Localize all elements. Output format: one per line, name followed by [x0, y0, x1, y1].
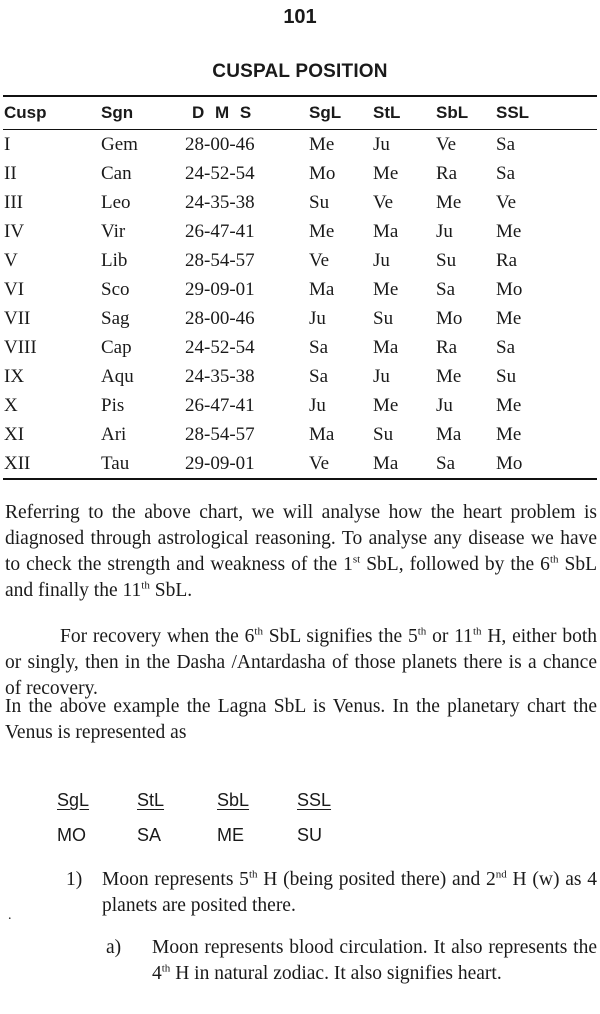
cell-sgl: Ma — [309, 423, 335, 445]
venus-value-sgl: MO — [57, 825, 86, 845]
cell-cusp: VIII — [4, 336, 37, 358]
cell-sgl: Me — [309, 133, 335, 155]
cell-ssl: Ve — [496, 191, 517, 213]
cell-cusp: VII — [4, 307, 31, 329]
cell-sign: Gem — [101, 133, 138, 155]
cell-sbl: Ra — [436, 336, 458, 358]
cell-dms: 28-54-57 — [185, 423, 255, 445]
venus-header-row — [57, 790, 377, 811]
table-row — [3, 449, 597, 478]
cell-sbl: Ju — [436, 394, 453, 416]
cell-sign: Sag — [101, 307, 130, 329]
cell-sgl: Mo — [309, 162, 336, 184]
cell-sign: Lib — [101, 249, 128, 271]
cell-stl: Ma — [373, 336, 399, 358]
cell-cusp: IX — [4, 365, 25, 387]
paragraph-analysis: Referring to the above chart, we will analyse how the heart problem is diagnosed through astrological reasoning. To analyse any disease we have to check the strength and weakness of the 1st SbL, followed by the 6th SbL and finally the 11th SbL. — [5, 502, 597, 601]
cell-sign: Ari — [101, 423, 127, 445]
cell-sbl: Su — [436, 249, 457, 271]
list-text: Moon represents blood circulation. It also represents the 4th H in natural zodiac. It also signifies heart. — [152, 937, 597, 984]
paragraph-recovery: For recovery when the 6th SbL signifies the 5th or 11th H, either both or singly, then in the Dasha /Antardasha of those planets there is a chance of recovery. — [5, 625, 597, 699]
cell-dms: 28-00-46 — [185, 133, 255, 155]
paragraph-example: In the above example the Lagna SbL is Venus. In the planetary chart the Venus is represented as — [5, 696, 597, 743]
cell-sign: Tau — [101, 452, 130, 474]
cell-sign: Sco — [101, 278, 130, 300]
cell-sgl: Ju — [309, 394, 326, 416]
cell-sign: Pis — [101, 394, 125, 416]
venus-header-sgl: SgL — [57, 790, 90, 810]
cell-cusp: X — [4, 394, 18, 416]
cell-cusp: III — [4, 191, 23, 213]
cell-ssl: Me — [496, 394, 522, 416]
cell-sbl: Ve — [436, 133, 457, 155]
header-sign: Sgn — [101, 103, 134, 122]
cell-sbl: Ju — [436, 220, 453, 242]
cell-dms: 24-52-54 — [185, 336, 255, 358]
cell-sbl: Me — [436, 365, 462, 387]
cell-ssl: Sa — [496, 133, 515, 155]
cell-ssl: Me — [496, 220, 522, 242]
cell-sbl: Ma — [436, 423, 462, 445]
table-header-row — [3, 97, 597, 129]
cell-sgl: Ve — [309, 452, 330, 474]
venus-value-ssl: SU — [297, 825, 323, 845]
cell-stl: Ju — [373, 249, 390, 271]
venus-representation-table — [57, 790, 377, 846]
cell-dms: 29-09-01 — [185, 452, 255, 474]
table-row — [3, 391, 597, 420]
cell-ssl: Su — [496, 365, 517, 387]
cell-cusp: IV — [4, 220, 25, 242]
cell-sgl: Ve — [309, 249, 330, 271]
cell-stl: Me — [373, 394, 399, 416]
table-row — [3, 275, 597, 304]
cell-sgl: Sa — [309, 336, 328, 358]
table-row — [3, 333, 597, 362]
header-cusp: Cusp — [4, 103, 47, 122]
cell-stl: Su — [373, 423, 394, 445]
header-sgl: SgL — [309, 103, 342, 122]
cell-dms: 24-52-54 — [185, 162, 255, 184]
list-letter: a) — [106, 937, 122, 958]
page-number: 101 — [283, 6, 317, 28]
cell-stl: Ma — [373, 220, 399, 242]
table-row — [3, 362, 597, 391]
cell-cusp: II — [4, 162, 17, 184]
cell-sgl: Me — [309, 220, 335, 242]
list-number: 1) — [66, 869, 83, 890]
cell-stl: Me — [373, 162, 399, 184]
cell-dms: 26-47-41 — [185, 394, 255, 416]
list-item-moon — [66, 867, 597, 919]
cell-sign: Leo — [101, 191, 131, 213]
cell-ssl: Mo — [496, 452, 523, 474]
cell-stl: Ve — [373, 191, 394, 213]
cell-ssl: Sa — [496, 336, 515, 358]
cell-dms: 24-35-38 — [185, 191, 255, 213]
cell-sbl: Mo — [436, 307, 463, 329]
cell-dms: 26-47-41 — [185, 220, 255, 242]
cell-sbl: Me — [436, 191, 462, 213]
table-row — [3, 420, 597, 449]
margin-mark: . — [8, 908, 12, 923]
list-subitem-blood-circulation — [106, 935, 597, 987]
cell-stl: Ma — [373, 452, 399, 474]
cell-sbl: Sa — [436, 278, 455, 300]
venus-value-row — [57, 825, 377, 846]
table-row — [3, 304, 597, 333]
cell-ssl: Mo — [496, 278, 523, 300]
cell-cusp: VI — [4, 278, 25, 300]
cell-ssl: Me — [496, 307, 522, 329]
cell-sgl: Sa — [309, 365, 328, 387]
table-row — [3, 159, 597, 188]
venus-value-stl: SA — [137, 825, 162, 845]
header-ssl: SSL — [496, 103, 530, 122]
cell-dms: 28-54-57 — [185, 249, 255, 271]
header-stl: StL — [373, 103, 401, 122]
cell-dms: 24-35-38 — [185, 365, 255, 387]
cell-sgl: Su — [309, 191, 330, 213]
cell-ssl: Me — [496, 423, 522, 445]
table-body — [3, 130, 597, 478]
table-row — [3, 217, 597, 246]
venus-header-stl: StL — [137, 790, 165, 810]
cell-dms: 29-09-01 — [185, 278, 255, 300]
venus-value-sbl: ME — [217, 825, 244, 845]
cell-sgl: Ma — [309, 278, 335, 300]
cell-cusp: XII — [4, 452, 31, 474]
cell-ssl: Ra — [496, 249, 518, 271]
cell-sign: Vir — [101, 220, 126, 242]
cell-stl: Su — [373, 307, 394, 329]
cell-ssl: Sa — [496, 162, 515, 184]
cell-sign: Can — [101, 162, 132, 184]
cell-cusp: I — [4, 133, 11, 155]
cell-sign: Aqu — [101, 365, 134, 387]
cell-sign: Cap — [101, 336, 132, 358]
table-row — [3, 130, 597, 159]
header-sbl: SbL — [436, 103, 469, 122]
table-title: CUSPAL POSITION — [212, 61, 388, 82]
cell-stl: Me — [373, 278, 399, 300]
cuspal-position-table — [3, 95, 597, 480]
table-row — [3, 188, 597, 217]
venus-header-sbl: SbL — [217, 790, 250, 810]
cell-sbl: Sa — [436, 452, 455, 474]
cell-stl: Ju — [373, 365, 390, 387]
table-row — [3, 246, 597, 275]
cell-sbl: Ra — [436, 162, 458, 184]
cell-cusp: V — [4, 249, 18, 271]
cell-stl: Ju — [373, 133, 390, 155]
cell-sgl: Ju — [309, 307, 326, 329]
venus-header-ssl: SSL — [297, 790, 332, 810]
list-text: Moon represents 5th H (being posited there) and 2nd H (w) as 4 planets are posited there. — [102, 868, 597, 916]
header-dms: D M S — [192, 103, 255, 122]
cell-cusp: XI — [4, 423, 25, 445]
cell-dms: 28-00-46 — [185, 307, 255, 329]
table-bottom-rule — [3, 478, 597, 480]
